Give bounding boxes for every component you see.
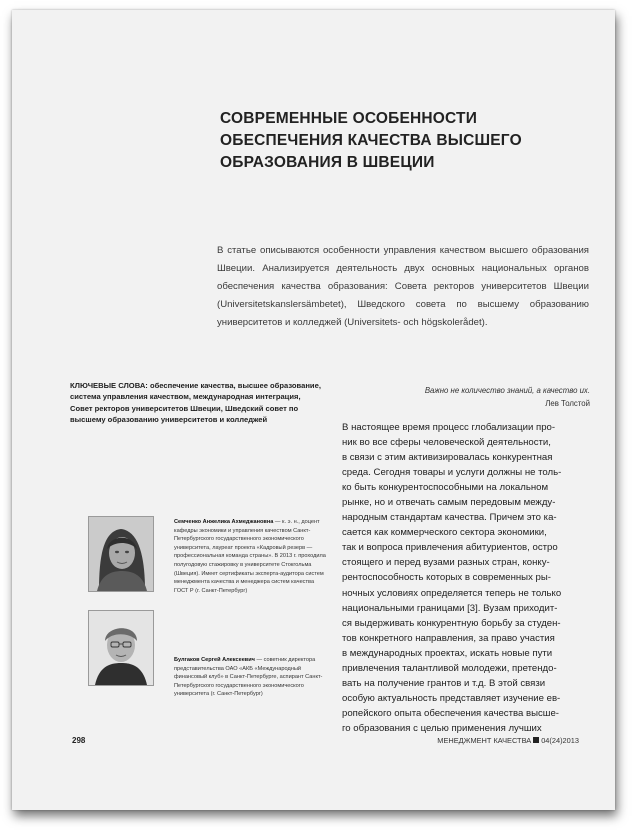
body-line: рынке, но и отвечать самым передовым между- [342,497,556,509]
body-line: ник во все сферы человеческой деятельности, [342,437,551,449]
body-line: вать на получение грантов и т.д. В этой связи [342,677,546,689]
body-line: среда. Сегодня товары и услуги должны не толь- [342,467,562,479]
author-description: — к. э. н., доцент кафедры экономики и управления качеством Санкт-Петербургского государственного экономического университета, лауреат проекта «Кадровый резерв — профессиональная команда страны». В 2013 г. проходила полугодовую стажировку в университете Стокгольма (Швеция). Имеет сертификаты эксперта-аудитора систем менеджмента качества и менеджера систем качества ГОСТ Р (г. Санкт-Петербург) [174,519,326,594]
body-line: особую актуальность представляет изучение ев- [342,692,561,704]
epigraph-quote: Важно не количество знаний, а качество их. [424,386,590,395]
body-line: привлечения талантливой молодежи, претендо- [342,662,557,674]
body-line: сается как коммерческого сектора экономики, [342,527,547,539]
article-abstract: В статье описываются особенности управления качеством высшего образования Швеции. Анализируется деятельность двух основных национальных органов обеспечения качества образования: Совета ректоров университетов Швеции (Universitetskanslersämbetet), Шведского совета по высшему образованию университетов и колледжей (Universitets- och högskolerådet). [217,245,589,328]
body-line: го образования с целью применения лучших [342,722,542,734]
body-line: народным стандартам качества. Причем это ка- [342,512,557,524]
author-name: Семченко Анжелика Ахмеджановна [174,519,274,525]
body-line: национальными границами [3]. Вузам приходит- [342,602,558,614]
body-line: ко быть конкурентоспособными на локальном [342,482,549,494]
author-photo [88,516,154,592]
journal-footer [437,736,579,745]
epigraph-author: Лев Толстой [545,399,590,408]
author-description: — советник директора представительства ОАО «АКБ «Международный финансовый клуб» в Санкт-Петербурге, аспирант Санкт-Петербургского государственного экономического университета (г. Санкт-Петербург) [174,657,323,698]
article-title: СОВРЕМЕННЫЕ ОСОБЕННОСТИ ОБЕСПЕЧЕНИЯ КАЧЕСТВА ВЫСШЕГО ОБРАЗОВАНИЯ В ШВЕЦИИ [220,110,522,171]
author-photo [88,610,154,686]
body-line: В настоящее время процесс глобализации про- [342,422,556,433]
body-line: в международных проектах, искать новые пути [342,647,553,659]
journal-page [12,10,615,810]
keywords-block: КЛЮЧЕВЫЕ СЛОВА: обеспечение качества, высшее образование, система управления качеством, международная интеграция, Совет ректоров университетов Швеции, Шведский совет по высшему образованию университетов и колледжей [70,381,321,424]
journal-issue: 04(24)2013 [541,736,579,745]
body-line: тов конкретного направления, за право участия [342,632,555,644]
article-body [342,420,588,736]
journal-name: МЕНЕДЖМЕНТ КАЧЕСТВА [437,736,532,745]
body-line: ночных условиях определяется теперь не только [342,587,562,599]
author-bio [174,656,326,699]
body-line: рентоспособность которых в современных ры- [342,572,551,584]
author-bio [174,518,326,595]
body-line: в связи с этим активизировалась конкурентная [342,452,553,464]
author-name: Булгаков Сергей Алексеевич [174,657,255,663]
square-separator-icon [533,737,539,743]
body-line: ропейского опыта обеспечения качества высше- [342,707,559,719]
body-line: стоящего и перед вузами разных стран, конку- [342,557,550,569]
epigraph [312,384,590,410]
body-line: ся выдерживать конкурентную борьбу за студен- [342,617,561,629]
page-number: 298 [72,736,86,745]
body-line: так и вопроса привлечения абитуриентов, остро [342,542,558,554]
